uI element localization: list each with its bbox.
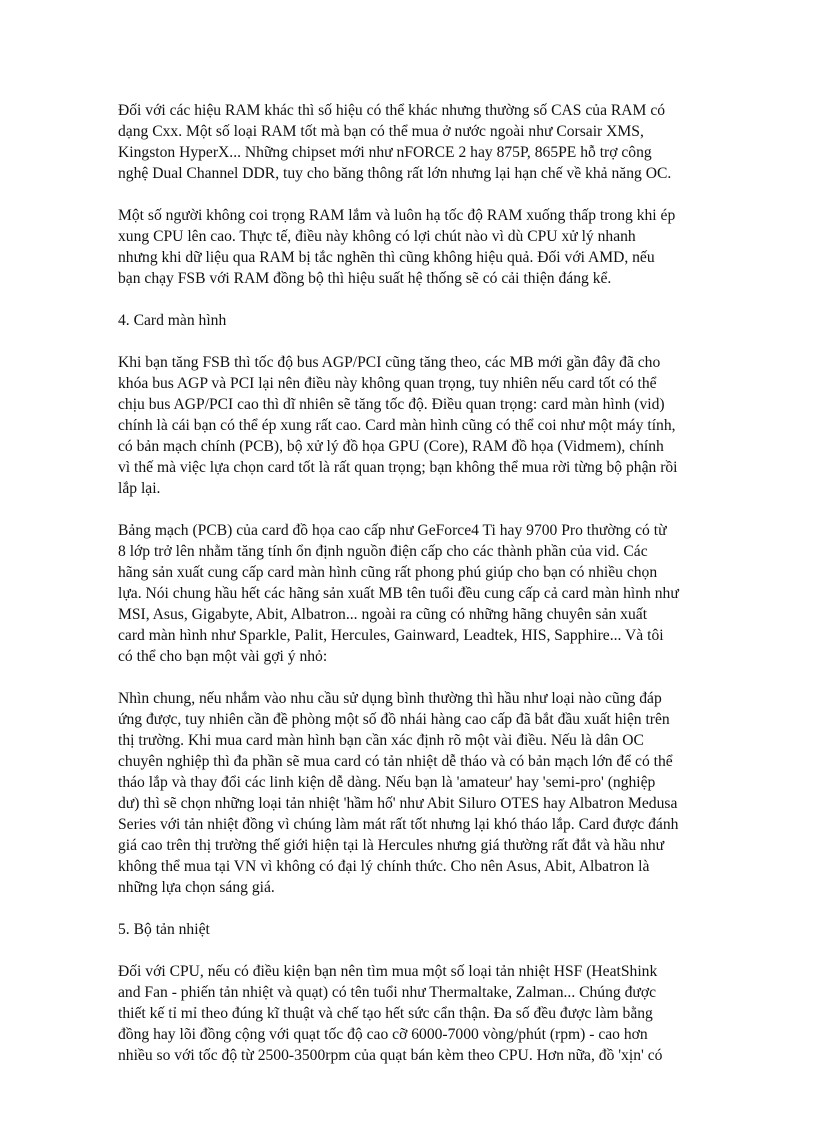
- section-heading-cooler: 5. Bộ tản nhiệt: [118, 921, 210, 938]
- paragraph-buying-advice: Nhìn chung, nếu nhắm vào nhu cầu sử dụng bình thường thì hầu như loại nào cũng đáp ứng được, tuy nhiên cần đề phòng một số đồ nhái hàng cao cấp đã bắt đầu xuất hiện trên thị trường. Khi mua card màn hình bạn cần xác định rõ một vài điều. Nếu là dân OC chuyên nghiệp thì đa phần sẽ mua card có tản nhiệt dễ tháo và có bản mạch lớn để có thể tháo lắp và thay đổi các linh kiện dễ dàng. Nếu bạn là 'amateur' hay 'semi-pro' (nghiệp dư) thì sẽ chọn những loại tản nhiệt 'hầm hố' như Abit Siluro OTES hay Albatron Medusa Series với tản nhiệt đồng vì chúng làm mát rất tốt nhưng lại khó tháo lắp. Card được đánh giá cao trên thị trường thế giới hiện tại là Hercules nhưng giá thường rất đắt và hầu như không thể mua tại VN vì không có đại lý chính thức. Cho nên Asus, Abit, Albatron là những lựa chọn sáng giá.: [118, 690, 679, 896]
- document-page: [118, 100, 708, 1087]
- paragraph-pcb: Bảng mạch (PCB) của card đồ họa cao cấp như GeForce4 Ti hay 9700 Pro thường có từ 8 lớp trở lên nhằm tăng tính ổn định nguồn điện cấp cho các thành phần của vid. Các hãng sản xuất cung cấp card màn hình cũng rất phong phú giúp cho bạn có nhiều chọn lựa. Nói chung hầu hết các hãng sản xuất MB tên tuổi đều cung cấp cả card màn hình như MSI, Asus, Gigabyte, Abit, Albatron... ngoài ra cũng có những hãng chuyên sản xuất card màn hình như Sparkle, Palit, Hercules, Gainward, Leadtek, HIS, Sapphire... Và tôi có thể cho bạn một vài gợi ý nhỏ:: [118, 522, 679, 665]
- section-heading-graphics-card: 4. Card màn hình: [118, 312, 227, 329]
- paragraph-ram-cas: Đối với các hiệu RAM khác thì số hiệu có thể khác nhưng thường số CAS của RAM có dạng Cxx. Một số loại RAM tốt mà bạn có thể mua ở nước ngoài như Corsair XMS, Kingston HyperX... Những chipset mới như nFORCE 2 hay 875P, 865PE hỗ trợ công nghệ Dual Channel DDR, tuy cho băng thông rất lớn nhưng lại hạn chế về khả năng OC.: [118, 102, 672, 182]
- paragraph-cpu-cooler: Đối với CPU, nếu có điều kiện bạn nên tìm mua một số loại tản nhiệt HSF (HeatShink and Fan - phiến tản nhiệt và quạt) có tên tuổi như Thermaltake, Zalman... Chúng được thiết kế tỉ mỉ theo đúng kĩ thuật và chế tạo hết sức cẩn thận. Đa số đều được làm bằng đồng hay lõi đồng cộng với quạt tốc độ cao cỡ 6000-7000 vòng/phút (rpm) - cao hơn nhiều so với tốc độ từ 2500-3500rpm của quạt bán kèm theo CPU. Hơn nữa, đồ 'xịn' có: [118, 963, 663, 1064]
- paragraph-ram-sync: Một số người không coi trọng RAM lắm và luôn hạ tốc độ RAM xuống thấp trong khi ép xung CPU lên cao. Thực tế, điều này không có lợi chút nào vì dù CPU xử lý nhanh nhưng khi dữ liệu qua RAM bị tắc nghẽn thì cũng không hiệu quả. Đối với AMD, nếu bạn chạy FSB với RAM đồng bộ thì hiệu suất hệ thống sẽ có cải thiện đáng kể.: [118, 207, 676, 287]
- paragraph-graphics-intro: Khi bạn tăng FSB thì tốc độ bus AGP/PCI cũng tăng theo, các MB mới gần đây đã cho khóa bus AGP và PCI lại nên điều này không quan trọng, tuy nhiên nếu card tốt có thể chịu bus AGP/PCI cao thì dĩ nhiên sẽ tăng tốc độ. Điều quan trọng: card màn hình (vid) chính là cái bạn có thể ép xung rất cao. Card màn hình cũng có thể coi như một máy tính, có bản mạch chính (PCB), bộ xử lý đồ họa GPU (Core), RAM đồ họa (Vidmem), chính vì thế mà việc lựa chọn card tốt là rất quan trọng; bạn không thể mua rời từng bộ phận rồi lắp lại.: [118, 354, 678, 497]
